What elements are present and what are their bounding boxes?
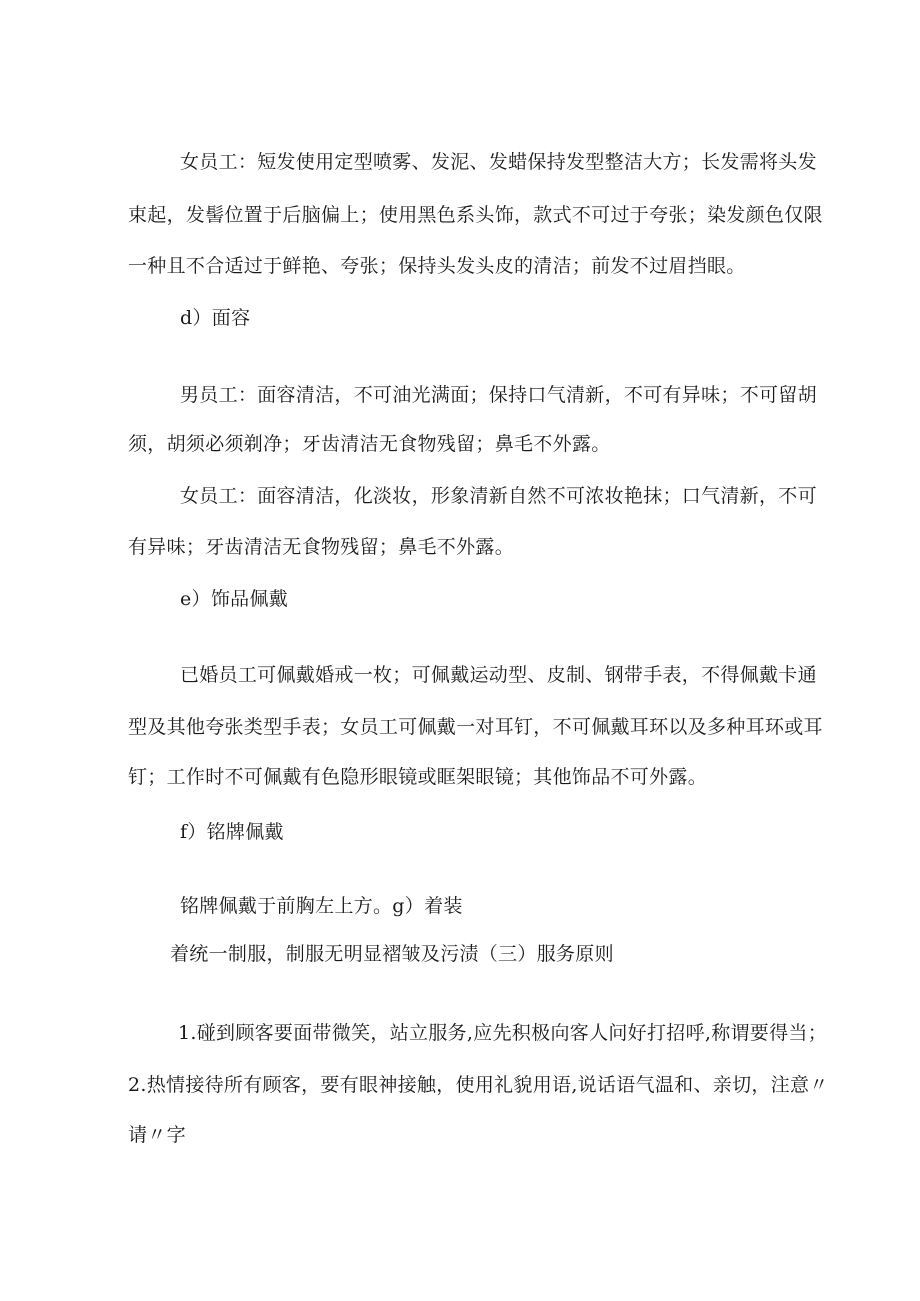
paragraph-male-face-line-1: 男员工：面容清洁，不可油光满面；保持口气清新，不可有异味；不可留胡 <box>180 384 817 406</box>
paragraph-female-hair-line-1: 女员工：短发使用定型喷雾、发泥、发蜡保持发型整洁大方；长发需将头发 <box>180 151 817 173</box>
service-principle-2-line-1: 2.热情接待所有顾客，要有眼神接触，使用礼貌用语,说话语气温和、亲切，注意〃 <box>128 1074 829 1096</box>
paragraph-female-hair-line-2: 束起，发髻位置于后脑偏上；使用黑色系头饰，款式不可过于夸张；染发颜色仅限 <box>128 204 823 226</box>
paragraph-nameplate-and-dress-heading: 铭牌佩戴于前胸左上方。g）着装 <box>180 895 463 917</box>
paragraph-accessories-line-1: 已婚员工可佩戴婚戒一枚；可佩戴运动型、皮制、钢带手表，不得佩戴卡通 <box>180 664 817 686</box>
paragraph-accessories-line-2: 型及其他夸张类型手表；女员工可佩戴一对耳钉，不可佩戴耳环以及多种耳环或耳 <box>128 716 823 738</box>
paragraph-female-face-line-2: 有异味；牙齿清洁无食物残留；鼻毛不外露。 <box>128 536 515 558</box>
section-heading-accessories: e）饰品佩戴 <box>180 588 289 610</box>
paragraph-accessories-line-3: 钉；工作时不可佩戴有色隐形眼镜或眶架眼镜；其他饰品不可外露。 <box>128 766 708 788</box>
section-heading-face: d）面容 <box>180 307 251 329</box>
paragraph-male-face-line-2: 须，胡须必须剃净；牙齿清洁无食物残留；鼻毛不外露。 <box>128 433 611 455</box>
paragraph-uniform-and-service-heading: 着统一制服，制服无明显褶皱及污渍（三）服务原则 <box>170 943 614 965</box>
paragraph-female-hair-line-3: 一种且不合适过于鲜艳、夸张；保持头发头皮的清洁；前发不过眉挡眼。 <box>128 255 746 277</box>
paragraph-female-face-line-1: 女员工：面容清洁，化淡妆，形象清新自然不可浓妆艳抹；口气清新，不可 <box>180 485 817 507</box>
service-principle-2-line-2: 请〃字 <box>128 1124 186 1146</box>
service-principle-1: 1.碰到顾客要面带微笑，站立服务,应先积极向客人问好打招呼,称谓要得当； <box>178 1022 828 1044</box>
section-heading-nameplate: f）铭牌佩戴 <box>180 821 284 843</box>
